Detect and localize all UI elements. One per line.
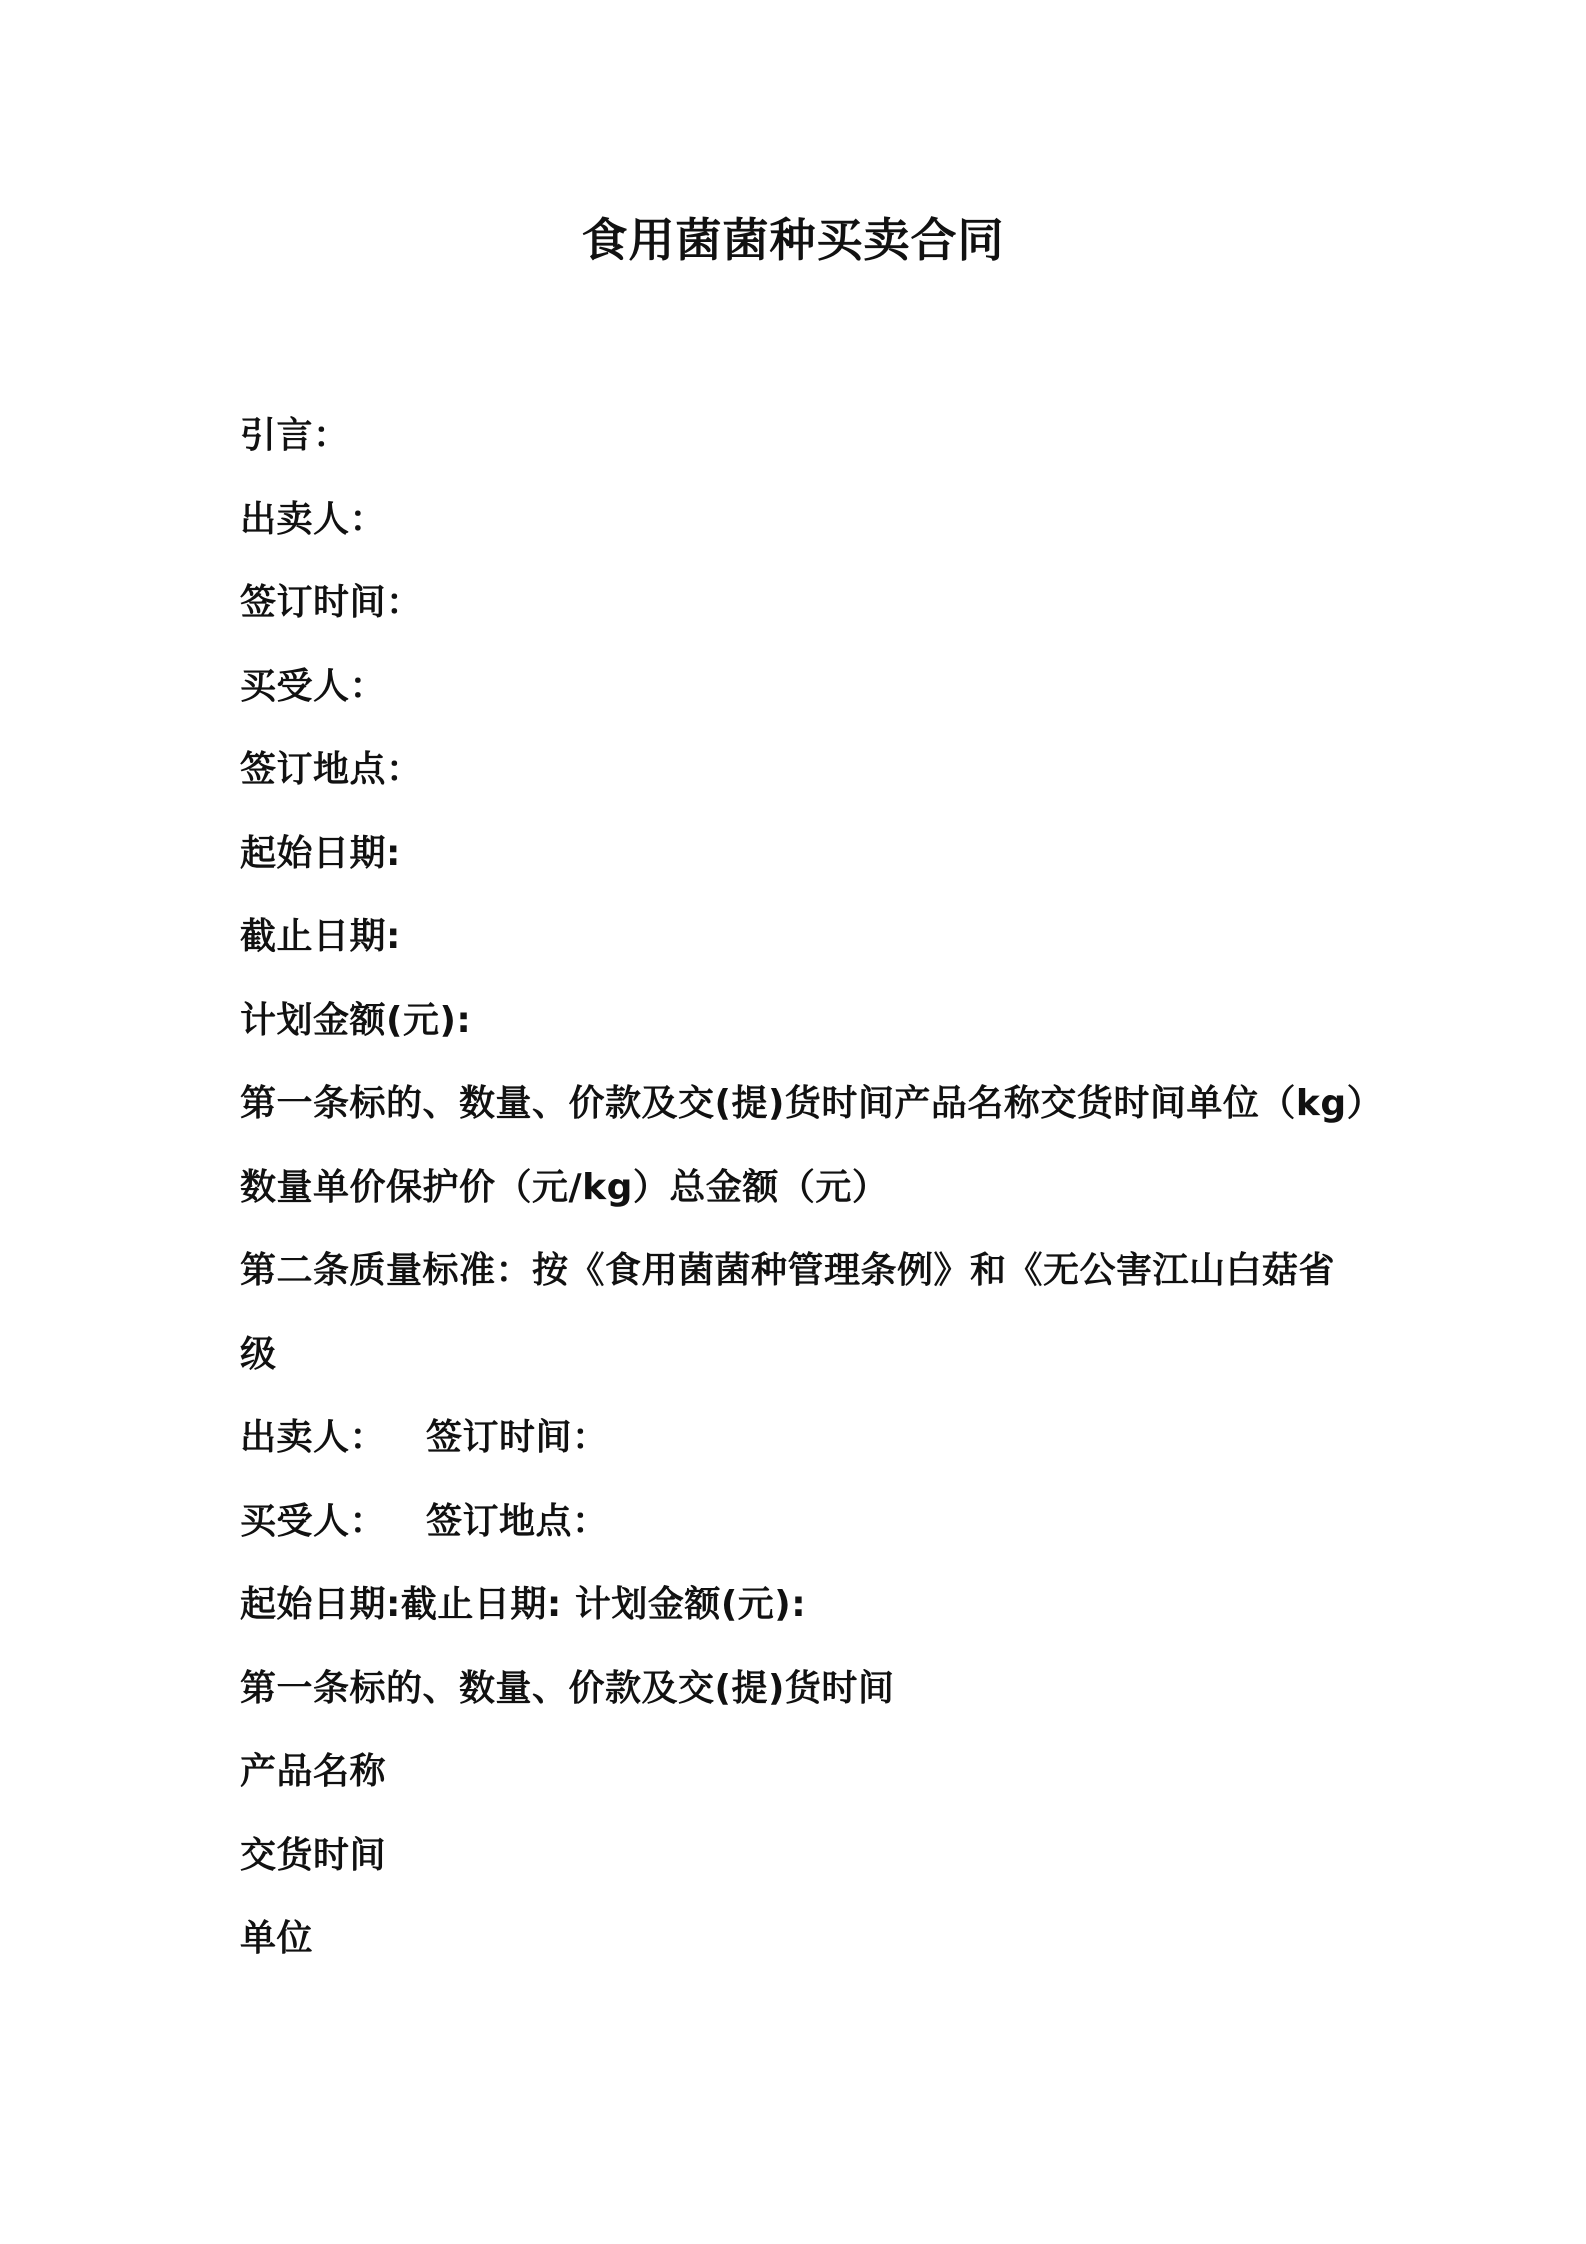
signing-place-label: 签订地点： [240, 749, 423, 790]
signing-time-label-repeat: 签订时间： [426, 1417, 609, 1458]
planned-amount-label: 计划金额(元): [240, 999, 472, 1041]
signing-time-label: 签订时间： [240, 582, 423, 623]
article-one-heading-repeat: 第一条标的、数量、价款及交(提)货时间 [240, 1667, 895, 1709]
unit-label: 单位 [240, 1918, 314, 1959]
dates-amount-row: 起始日期:截止日期: 计划金额(元): [240, 1584, 807, 1625]
product-name-label: 产品名称 [240, 1751, 387, 1792]
buyer-signing-place-row [240, 1486, 1360, 1570]
seller-label: 出卖人： [240, 498, 387, 540]
document-title: 食用菌菌种买卖合同 [581, 213, 1005, 267]
signing-place-label-repeat: 签订地点： [426, 1500, 609, 1542]
seller-label-repeat: 出卖人： [240, 1417, 387, 1458]
seller-signing-time-row [240, 1402, 1360, 1486]
buyer-label-repeat: 买受人： [240, 1500, 387, 1542]
buyer-label: 买受人： [240, 665, 387, 707]
end-date-label: 截止日期: [240, 916, 401, 957]
start-date-label: 起始日期: [240, 832, 401, 874]
document-body [240, 400, 1384, 1987]
intro-label: 引言： [240, 415, 350, 456]
article-one-columns: 数量单价保护价（元/kg）总金额（元） [240, 1166, 889, 1208]
article-two-continuation: 级 [240, 1333, 277, 1375]
article-one-heading: 第一条标的、数量、价款及交(提)货时间产品名称交货时间单位（kg） [240, 1083, 1384, 1124]
article-two-heading: 第二条质量标准：按《食用菌菌种管理条例》和《无公害江山白菇省 [240, 1250, 1336, 1291]
delivery-time-label: 交货时间 [240, 1834, 387, 1876]
